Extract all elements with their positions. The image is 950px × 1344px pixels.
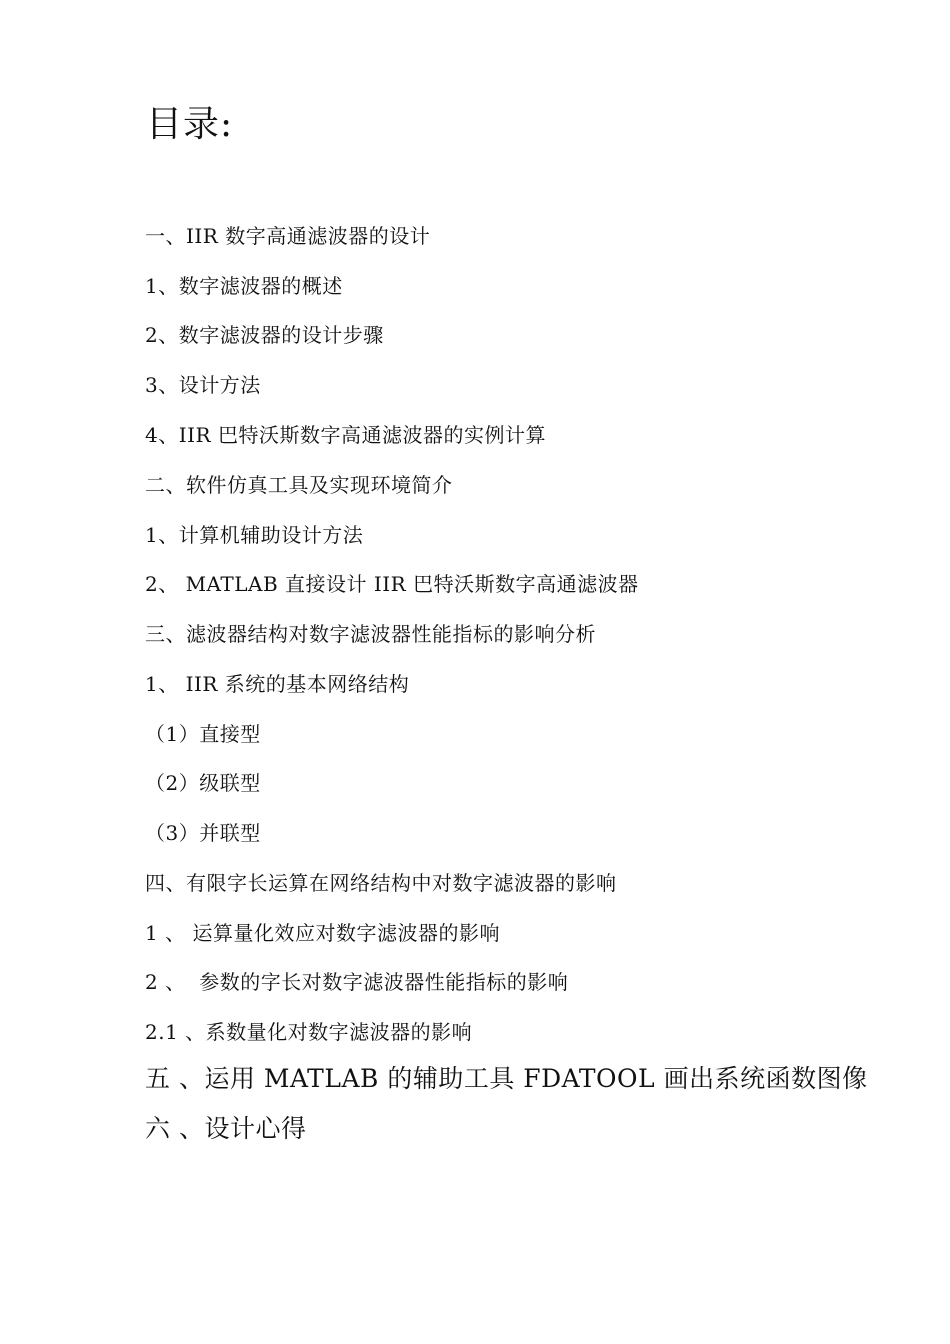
- toc-entry-4-1: 1 、 运算量化效应对数字滤波器的影响: [145, 921, 500, 945]
- toc-entry-3-1-3: （3）并联型: [145, 821, 261, 845]
- toc-entry-part-4: 四、有限字长运算在网络结构中对数字滤波器的影响: [145, 871, 617, 895]
- toc-entry-1-1: 1、数字滤波器的概述: [145, 274, 343, 298]
- toc-entry-3-1: 1、 IIR 系统的基本网络结构: [145, 672, 410, 696]
- toc-entry-1-3: 3、设计方法: [145, 373, 261, 397]
- toc-entry-3-1-1: （1）直接型: [145, 722, 261, 746]
- toc-entry-part-6: 六 、设计心得: [145, 1114, 307, 1143]
- toc-entry-2-2: 2、 MATLAB 直接设计 IIR 巴特沃斯数字高通滤波器: [145, 572, 639, 596]
- toc-entry-4-2-1: 2.1 、系数量化对数字滤波器的影响: [145, 1020, 473, 1044]
- toc-entry-3-1-2: （2）级联型: [145, 771, 261, 795]
- toc-entry-part-2: 二、软件仿真工具及实现环境简介: [145, 473, 453, 497]
- toc-entry-part-3: 三、滤波器结构对数字滤波器性能指标的影响分析: [145, 622, 596, 646]
- toc-entry-part-5: 五 、运用 MATLAB 的辅助工具 FDATOOL 画出系统函数图像: [145, 1064, 868, 1093]
- toc-entry-1-2: 2、数字滤波器的设计步骤: [145, 323, 384, 347]
- page-title: 目录:: [146, 104, 234, 145]
- toc-entry-2-1: 1、计算机辅助设计方法: [145, 523, 364, 547]
- toc-entry-1-4: 4、IIR 巴特沃斯数字高通滤波器的实例计算: [145, 423, 546, 447]
- toc-entry-part-1: 一、IIR 数字高通滤波器的设计: [145, 224, 431, 248]
- toc-entry-4-2: 2 、 参数的字长对数字滤波器性能指标的影响: [145, 970, 569, 994]
